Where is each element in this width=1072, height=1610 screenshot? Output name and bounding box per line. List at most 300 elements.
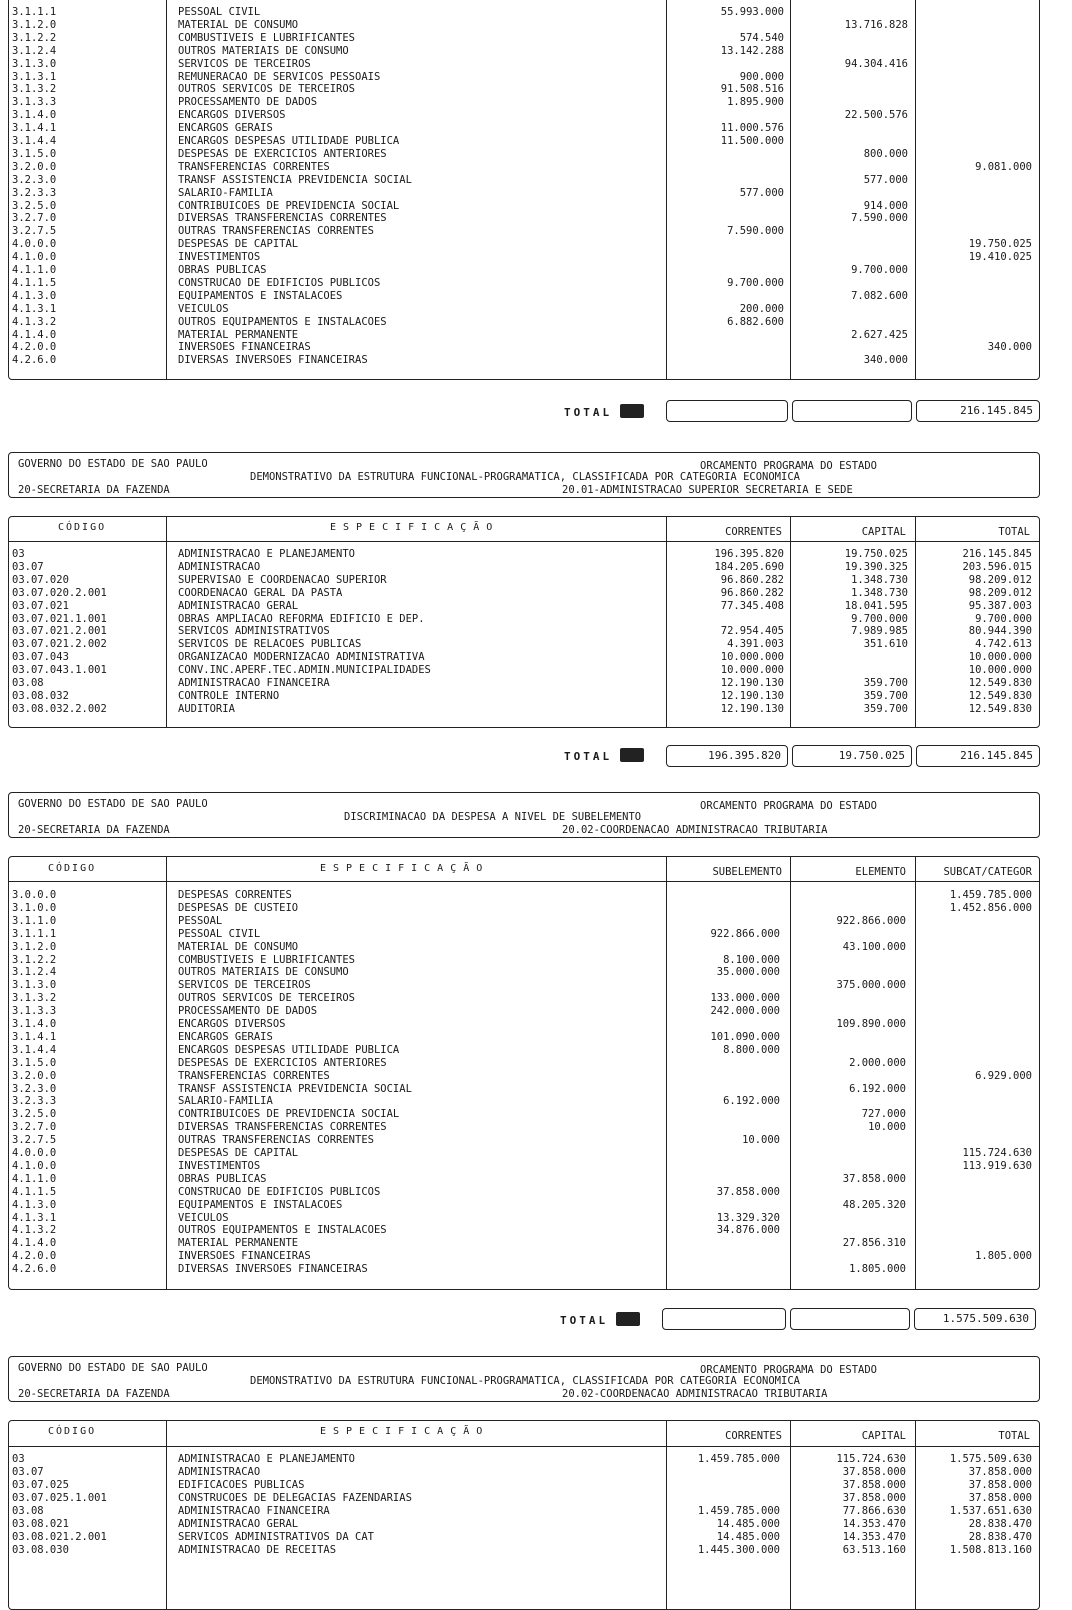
total-c: 216.145.845 — [916, 400, 1040, 422]
row-value-b: 2.627.425 — [851, 328, 908, 341]
row-code: 03.07.021.2.001 — [12, 625, 107, 638]
row-code: 3.2.0.0 — [12, 160, 57, 173]
row-code: 3.1.1.1 — [12, 6, 57, 18]
row-value-a: 55.993.000 — [720, 6, 784, 18]
row-code: 4.0.0.0 — [12, 1147, 57, 1159]
row-value-a: 96.860.282 — [720, 586, 784, 599]
row-spec: ENCARGOS GERAIS — [178, 122, 273, 135]
row-value-c: 28.838.470 — [968, 1518, 1032, 1530]
row-code: 4.1.1.0 — [12, 264, 57, 276]
total-c: 1.575.509.630 — [914, 1308, 1036, 1330]
row-value-b: 577.000 — [863, 173, 908, 186]
row-code: 3.1.2.4 — [12, 44, 57, 57]
row-code: 4.2.6.0 — [12, 1263, 57, 1276]
row-spec: PROCESSAMENTO DE DADOS — [178, 1005, 318, 1018]
row-value-c: 19.410.025 — [968, 251, 1032, 264]
row-code: 03.07 — [12, 1466, 44, 1478]
row-code: 3.1.3.0 — [12, 57, 57, 70]
row-spec: ADMINISTRACAO FINANCEIRA — [178, 677, 330, 689]
row-code: 3.1.1.1 — [12, 927, 57, 940]
row-code: 3.2.5.0 — [12, 199, 57, 212]
row-code: 3.1.4.1 — [12, 1030, 57, 1043]
row-value-a: 35.000.000 — [716, 966, 780, 979]
row-spec: DIVERSAS INVERSOES FINANCEIRAS — [178, 354, 368, 367]
row-value-b: 115.724.630 — [836, 1453, 906, 1465]
row-spec: CONSTRUCAO DE EDIFICIOS PUBLICOS — [178, 1185, 381, 1198]
row-code: 03.07.043 — [12, 651, 69, 664]
row-value-a: 91.508.516 — [720, 83, 784, 96]
row-spec: OBRAS PUBLICAS — [178, 1172, 267, 1185]
row-spec: EQUIPAMENTOS E INSTALACOES — [178, 1198, 343, 1211]
divider — [166, 856, 167, 1290]
col-header-spec: ESPECIFICAÇÃO — [320, 863, 490, 874]
row-code: 03 — [12, 1453, 25, 1465]
row-value-a: 4.391.003 — [727, 638, 784, 651]
row-value-a: 14.485.000 — [716, 1531, 780, 1543]
row-value-b: 13.716.828 — [844, 18, 908, 31]
row-code: 4.1.3.0 — [12, 289, 57, 302]
row-code: 03.07.021 — [12, 599, 69, 612]
row-code: 3.2.3.0 — [12, 173, 57, 186]
col-header-a: SUBELEMENTO — [712, 866, 782, 878]
row-code: 4.1.3.2 — [12, 1224, 57, 1237]
doc-title: ORCAMENTO PROGRAMA DO ESTADO — [700, 800, 878, 812]
row-value-a: 8.800.000 — [723, 1043, 780, 1056]
row-spec: TRANSF ASSISTENCIA PREVIDENCIA SOCIAL — [178, 1082, 412, 1095]
divider — [915, 1420, 916, 1610]
row-code: 3.1.5.0 — [12, 147, 57, 160]
row-spec: OBRAS PUBLICAS — [178, 264, 267, 276]
row-value-a: 10.000 — [742, 1134, 780, 1147]
row-value-a: 574.540 — [739, 31, 784, 44]
row-value-b: 1.348.730 — [851, 586, 908, 599]
row-value-b: 27.856.310 — [842, 1237, 906, 1250]
col-header-spec: ESPECIFICAÇÃO — [320, 1426, 490, 1437]
col-header-a: CORRENTES — [725, 526, 782, 538]
row-spec: ADMINISTRACAO E PLANEJAMENTO — [178, 548, 356, 560]
row-spec: SERVICOS DE TERCEIROS — [178, 57, 311, 70]
divider — [790, 1420, 791, 1610]
row-value-b: 7.590.000 — [851, 212, 908, 225]
row-spec: TRANSFERENCIAS CORRENTES — [178, 160, 330, 173]
divider — [915, 516, 916, 728]
row-value-c: 10.000.000 — [968, 651, 1032, 664]
row-code: 3.1.2.2 — [12, 31, 57, 44]
row-code: 4.1.4.0 — [12, 328, 57, 341]
divider — [790, 0, 791, 380]
row-value-b: 359.700 — [863, 702, 908, 715]
row-spec: OUTROS MATERIAIS DE CONSUMO — [178, 966, 349, 979]
col-header-c: TOTAL — [998, 526, 1030, 538]
org-label: 20-SECRETARIA DA FAZENDA — [18, 1388, 170, 1400]
total-c: 216.145.845 — [916, 745, 1040, 767]
row-code: 3.1.5.0 — [12, 1056, 57, 1069]
row-spec: SALARIO-FAMILIA — [178, 186, 273, 199]
row-spec: COMBUSTIVEIS E LUBRIFICANTES — [178, 953, 356, 966]
col-header-b: CAPITAL — [861, 526, 906, 538]
row-value-c: 1.452.856.000 — [949, 901, 1032, 914]
arrow-hand-icon — [616, 1312, 640, 1326]
total-a: 196.395.820 — [666, 745, 788, 767]
row-value-c: 98.209.012 — [968, 573, 1032, 586]
row-value-b: 1.805.000 — [849, 1263, 906, 1276]
row-code: 3.2.0.0 — [12, 1069, 57, 1082]
row-value-a: 12.190.130 — [720, 677, 784, 689]
row-spec: COMBUSTIVEIS E LUBRIFICANTES — [178, 31, 356, 44]
row-code: 3.1.3.2 — [12, 992, 57, 1005]
row-value-a: 10.000.000 — [720, 651, 784, 664]
row-code: 3.1.4.4 — [12, 1043, 57, 1056]
row-value-a: 72.954.405 — [720, 625, 784, 638]
row-spec: ENCARGOS DIVERSOS — [178, 1018, 286, 1030]
row-value-a: 12.190.130 — [720, 702, 784, 715]
row-spec: SERVICOS DE TERCEIROS — [178, 979, 311, 992]
row-value-c: 9.700.000 — [975, 612, 1032, 625]
row-spec: VEICULOS — [178, 302, 229, 315]
row-value-c: 28.838.470 — [968, 1531, 1032, 1543]
row-code: 3.1.0.0 — [12, 901, 57, 914]
col-header-code: CÓDIGO — [48, 1426, 97, 1437]
row-value-c: 203.596.015 — [962, 560, 1032, 573]
row-spec: CONSTRUCAO DE EDIFICIOS PUBLICOS — [178, 276, 381, 289]
header-divider — [8, 1446, 1040, 1447]
doc-title: ORCAMENTO PROGRAMA DO ESTADO — [700, 1364, 878, 1376]
row-value-a: 77.345.408 — [720, 599, 784, 612]
gov-title: GOVERNO DO ESTADO DE SAO PAULO — [18, 458, 208, 470]
row-code: 3.1.4.1 — [12, 122, 57, 135]
row-spec: SERVICOS ADMINISTRATIVOS — [178, 625, 330, 638]
col-header-a: CORRENTES — [725, 1430, 782, 1442]
row-value-c: 1.805.000 — [975, 1250, 1032, 1263]
org-label: 20-SECRETARIA DA FAZENDA — [18, 484, 170, 496]
row-value-a: 8.100.000 — [723, 953, 780, 966]
row-code: 3.2.3.3 — [12, 1095, 57, 1108]
row-value-a: 1.895.900 — [727, 96, 784, 109]
row-spec: OUTROS SERVICOS DE TERCEIROS — [178, 992, 356, 1005]
row-code: 4.1.3.0 — [12, 1198, 57, 1211]
total-b — [790, 1308, 910, 1330]
row-code: 03.07.021.1.001 — [12, 612, 107, 625]
row-value-a: 577.000 — [739, 186, 784, 199]
row-spec: EDIFICACOES PUBLICAS — [178, 1479, 305, 1491]
row-spec: INVERSOES FINANCEIRAS — [178, 341, 311, 354]
unit-label: 20.02-COORDENACAO ADMINISTRACAO TRIBUTARIA — [562, 824, 828, 836]
row-spec: CONSTRUCOES DE DELEGACIAS FAZENDARIAS — [178, 1492, 412, 1504]
row-code: 4.2.0.0 — [12, 341, 57, 354]
row-value-b: 7.082.600 — [851, 289, 908, 302]
row-value-a: 13.329.320 — [716, 1211, 780, 1224]
row-spec: OBRAS AMPLIACAO REFORMA EDIFICIO E DEP. — [178, 612, 425, 625]
divider — [915, 856, 916, 1290]
row-value-b: 9.700.000 — [851, 264, 908, 276]
divider — [666, 0, 667, 380]
row-code: 03.07.021.2.002 — [12, 638, 107, 651]
row-value-c: 19.750.025 — [968, 238, 1032, 251]
divider — [666, 1420, 667, 1610]
row-value-a: 11.000.576 — [720, 122, 784, 135]
row-spec: SALARIO-FAMILIA — [178, 1095, 273, 1108]
row-value-b: 727.000 — [861, 1108, 906, 1121]
total-b: 19.750.025 — [792, 745, 912, 767]
row-value-c: 12.549.830 — [968, 689, 1032, 702]
row-spec: PESSOAL CIVIL — [178, 6, 261, 18]
divider — [666, 856, 667, 1290]
row-code: 3.1.3.1 — [12, 70, 57, 83]
row-value-a: 14.485.000 — [716, 1518, 780, 1530]
row-value-b: 800.000 — [863, 147, 908, 160]
row-code: 3.1.2.0 — [12, 940, 57, 953]
total-b — [792, 400, 912, 422]
row-value-c: 1.537.651.630 — [949, 1505, 1032, 1517]
row-spec: MATERIAL DE CONSUMO — [178, 18, 299, 31]
row-value-c: 1.575.509.630 — [949, 1453, 1032, 1465]
row-value-c: 95.387.003 — [968, 599, 1032, 612]
row-spec: TRANSFERENCIAS CORRENTES — [178, 1069, 330, 1082]
row-value-a: 6.192.000 — [723, 1095, 780, 1108]
arrow-hand-icon — [620, 748, 644, 762]
row-value-c: 4.742.613 — [975, 638, 1032, 651]
row-code: 4.1.0.0 — [12, 1159, 57, 1172]
row-value-b: 14.353.470 — [842, 1518, 906, 1530]
row-code: 03.08 — [12, 677, 44, 689]
row-code: 3.2.3.0 — [12, 1082, 57, 1095]
row-spec: PROCESSAMENTO DE DADOS — [178, 96, 318, 109]
row-value-b: 37.858.000 — [842, 1492, 906, 1504]
row-code: 3.1.4.0 — [12, 109, 57, 122]
row-value-a: 12.190.130 — [720, 689, 784, 702]
row-spec: MATERIAL PERMANENTE — [178, 328, 299, 341]
row-spec: ENCARGOS DIVERSOS — [178, 109, 286, 122]
row-code: 3.2.3.3 — [12, 186, 57, 199]
row-code: 03.08.032.2.002 — [12, 702, 107, 715]
row-code: 3.1.3.3 — [12, 96, 57, 109]
row-code: 4.1.1.5 — [12, 276, 57, 289]
row-code: 4.1.3.1 — [12, 1211, 57, 1224]
row-spec: DIVERSAS TRANSFERENCIAS CORRENTES — [178, 1121, 387, 1134]
row-value-b: 19.390.325 — [844, 560, 908, 573]
row-value-a: 133.000.000 — [710, 992, 780, 1005]
row-value-b: 37.858.000 — [842, 1466, 906, 1478]
row-value-a: 96.860.282 — [720, 573, 784, 586]
row-code: 03.08.032 — [12, 689, 69, 702]
header-divider — [8, 881, 1040, 882]
row-value-a: 101.090.000 — [710, 1030, 780, 1043]
row-code: 4.1.1.5 — [12, 1185, 57, 1198]
row-spec: PESSOAL CIVIL — [178, 927, 261, 940]
report-title: DEMONSTRATIVO DA ESTRUTURA FUNCIONAL-PROGRAMATICA, CLASSIFICADA POR CATEGORIA ECONOMICA — [250, 471, 800, 483]
row-code: 03.07.020.2.001 — [12, 586, 107, 599]
row-spec: ORGANIZACAO MODERNIZACAO ADMINISTRATIVA — [178, 651, 425, 664]
row-value-c: 80.944.390 — [968, 625, 1032, 638]
row-value-c: 115.724.630 — [962, 1147, 1032, 1159]
row-code: 03.07 — [12, 560, 44, 573]
row-value-a: 1.459.785.000 — [697, 1453, 780, 1465]
row-value-c: 1.459.785.000 — [949, 889, 1032, 901]
row-code: 03.07.020 — [12, 573, 69, 586]
row-spec: OUTROS MATERIAIS DE CONSUMO — [178, 44, 349, 57]
row-value-c: 98.209.012 — [968, 586, 1032, 599]
row-code: 3.1.1.0 — [12, 914, 57, 927]
row-value-c: 340.000 — [987, 341, 1032, 354]
row-value-b: 9.700.000 — [851, 612, 908, 625]
row-value-c: 37.858.000 — [968, 1466, 1032, 1478]
row-spec: AUDITORIA — [178, 702, 235, 715]
row-value-c: 6.929.000 — [975, 1069, 1032, 1082]
row-spec: COORDENACAO GERAL DA PASTA — [178, 586, 343, 599]
row-spec: TRANSF ASSISTENCIA PREVIDENCIA SOCIAL — [178, 173, 412, 186]
row-value-c: 12.549.830 — [968, 702, 1032, 715]
row-spec: DESPESAS DE CUSTEIO — [178, 901, 299, 914]
row-spec: SUPERVISAO E COORDENACAO SUPERIOR — [178, 573, 387, 586]
row-spec: OUTROS SERVICOS DE TERCEIROS — [178, 83, 356, 96]
row-code: 03.08.021.2.001 — [12, 1531, 107, 1543]
row-code: 3.1.2.2 — [12, 953, 57, 966]
row-code: 4.1.3.1 — [12, 302, 57, 315]
row-spec: VEICULOS — [178, 1211, 229, 1224]
divider — [166, 516, 167, 728]
row-value-a: 11.500.000 — [720, 135, 784, 147]
total-label: TOTAL — [560, 1314, 609, 1327]
report-title: DEMONSTRATIVO DA ESTRUTURA FUNCIONAL-PROGRAMATICA, CLASSIFICADA POR CATEGORIA ECONOMICA — [250, 1375, 800, 1387]
row-value-a: 184.205.690 — [714, 560, 784, 573]
row-value-b: 48.205.320 — [842, 1198, 906, 1211]
report-title: DISCRIMINACAO DA DESPESA A NIVEL DE SUBELEMENTO — [344, 811, 642, 823]
row-value-c: 37.858.000 — [968, 1479, 1032, 1491]
row-value-c: 12.549.830 — [968, 677, 1032, 689]
row-code: 03 — [12, 548, 25, 560]
col-header-b: CAPITAL — [861, 1430, 906, 1442]
row-value-b: 359.700 — [863, 677, 908, 689]
row-spec: SERVICOS DE RELACOES PUBLICAS — [178, 638, 362, 651]
row-value-a: 900.000 — [739, 70, 784, 83]
row-value-a: 196.395.820 — [714, 548, 784, 560]
row-spec: OUTRAS TRANSFERENCIAS CORRENTES — [178, 225, 374, 238]
row-code: 4.2.0.0 — [12, 1250, 57, 1263]
total-a — [666, 400, 788, 422]
divider — [166, 1420, 167, 1610]
row-spec: INVESTIMENTOS — [178, 1159, 261, 1172]
row-spec: DIVERSAS TRANSFERENCIAS CORRENTES — [178, 212, 387, 225]
row-code: 03.08.030 — [12, 1544, 69, 1556]
row-value-b: 914.000 — [863, 199, 908, 212]
row-value-b: 37.858.000 — [842, 1172, 906, 1185]
row-value-b: 22.500.576 — [844, 109, 908, 122]
row-value-b: 14.353.470 — [842, 1531, 906, 1543]
row-spec: SERVICOS ADMINISTRATIVOS DA CAT — [178, 1531, 374, 1543]
row-spec: INVESTIMENTOS — [178, 251, 261, 264]
col-header-spec: ESPECIFICAÇÃO — [330, 522, 500, 533]
row-value-c: 1.508.813.160 — [949, 1544, 1032, 1556]
divider — [790, 856, 791, 1290]
row-spec: DESPESAS CORRENTES — [178, 889, 292, 901]
row-value-a: 34.876.000 — [716, 1224, 780, 1237]
row-value-b: 43.100.000 — [842, 940, 906, 953]
arrow-hand-icon — [620, 404, 644, 418]
row-spec: CONTROLE INTERNO — [178, 689, 280, 702]
row-value-b: 77.866.630 — [842, 1505, 906, 1517]
row-value-a: 1.459.785.000 — [697, 1505, 780, 1517]
row-value-b: 1.348.730 — [851, 573, 908, 586]
col-header-code: CÓDIGO — [48, 863, 97, 874]
row-value-b: 340.000 — [863, 354, 908, 367]
row-spec: DESPESAS DE CAPITAL — [178, 1147, 299, 1159]
row-code: 3.0.0.0 — [12, 889, 57, 901]
unit-label: 20.02-COORDENACAO ADMINISTRACAO TRIBUTARIA — [562, 1388, 828, 1400]
row-code: 3.1.4.0 — [12, 1018, 57, 1030]
header-divider — [8, 541, 1040, 542]
row-spec: INVERSOES FINANCEIRAS — [178, 1250, 311, 1263]
row-spec: REMUNERACAO DE SERVICOS PESSOAIS — [178, 70, 381, 83]
row-code: 03.07.025.1.001 — [12, 1492, 107, 1504]
row-value-a: 13.142.288 — [720, 44, 784, 57]
row-value-b: 10.000 — [868, 1121, 906, 1134]
row-spec: PESSOAL — [178, 914, 223, 927]
row-value-c: 10.000.000 — [968, 664, 1032, 677]
row-code: 3.1.4.4 — [12, 135, 57, 147]
row-spec: ADMINISTRACAO E PLANEJAMENTO — [178, 1453, 356, 1465]
row-code: 4.2.6.0 — [12, 354, 57, 367]
col-header-c: TOTAL — [998, 1430, 1030, 1442]
row-code: 3.1.3.0 — [12, 979, 57, 992]
row-value-b: 351.610 — [863, 638, 908, 651]
row-spec: EQUIPAMENTOS E INSTALACOES — [178, 289, 343, 302]
row-code: 4.1.1.0 — [12, 1172, 57, 1185]
total-label: TOTAL — [564, 406, 613, 419]
row-value-a: 10.000.000 — [720, 664, 784, 677]
divider — [790, 516, 791, 728]
row-value-a: 37.858.000 — [716, 1185, 780, 1198]
row-code: 3.1.2.0 — [12, 18, 57, 31]
row-code: 3.1.2.4 — [12, 966, 57, 979]
row-value-a: 200.000 — [739, 302, 784, 315]
row-code: 3.2.7.5 — [12, 1134, 57, 1147]
row-value-c: 9.081.000 — [975, 160, 1032, 173]
doc-title: ORCAMENTO PROGRAMA DO ESTADO — [700, 460, 878, 472]
row-spec: OUTROS EQUIPAMENTOS E INSTALACOES — [178, 315, 387, 328]
row-spec: MATERIAL PERMANENTE — [178, 1237, 299, 1250]
row-code: 3.2.5.0 — [12, 1108, 57, 1121]
org-label: 20-SECRETARIA DA FAZENDA — [18, 824, 170, 836]
row-code: 3.1.3.2 — [12, 83, 57, 96]
row-code: 3.2.7.5 — [12, 225, 57, 238]
col-header-code: CÓDIGO — [58, 522, 107, 533]
row-spec: ADMINISTRACAO — [178, 560, 261, 573]
row-value-a: 1.445.300.000 — [697, 1544, 780, 1556]
col-header-c: SUBCAT/CATEGOR — [943, 866, 1032, 878]
divider — [666, 516, 667, 728]
row-spec: DESPESAS DE EXERCICIOS ANTERIORES — [178, 147, 387, 160]
row-value-a: 242.000.000 — [710, 1005, 780, 1018]
divider — [166, 0, 167, 380]
row-value-a: 9.700.000 — [727, 276, 784, 289]
row-code: 4.1.0.0 — [12, 251, 57, 264]
row-code: 03.08.021 — [12, 1518, 69, 1530]
row-spec: ADMINISTRACAO GERAL — [178, 599, 299, 612]
row-value-a: 7.590.000 — [727, 225, 784, 238]
total-a — [662, 1308, 786, 1330]
row-spec: ADMINISTRACAO FINANCEIRA — [178, 1505, 330, 1517]
row-spec: DIVERSAS INVERSOES FINANCEIRAS — [178, 1263, 368, 1276]
row-code: 4.0.0.0 — [12, 238, 57, 251]
row-spec: OUTROS EQUIPAMENTOS E INSTALACOES — [178, 1224, 387, 1237]
row-value-b: 7.989.985 — [851, 625, 908, 638]
total-label: TOTAL — [564, 750, 613, 763]
row-code: 3.1.3.3 — [12, 1005, 57, 1018]
row-value-a: 6.882.600 — [727, 315, 784, 328]
row-code: 03.07.025 — [12, 1479, 69, 1491]
row-spec: ADMINISTRACAO DE RECEITAS — [178, 1544, 337, 1556]
row-spec: ENCARGOS DESPESAS UTILIDADE PUBLICA — [178, 1043, 400, 1056]
